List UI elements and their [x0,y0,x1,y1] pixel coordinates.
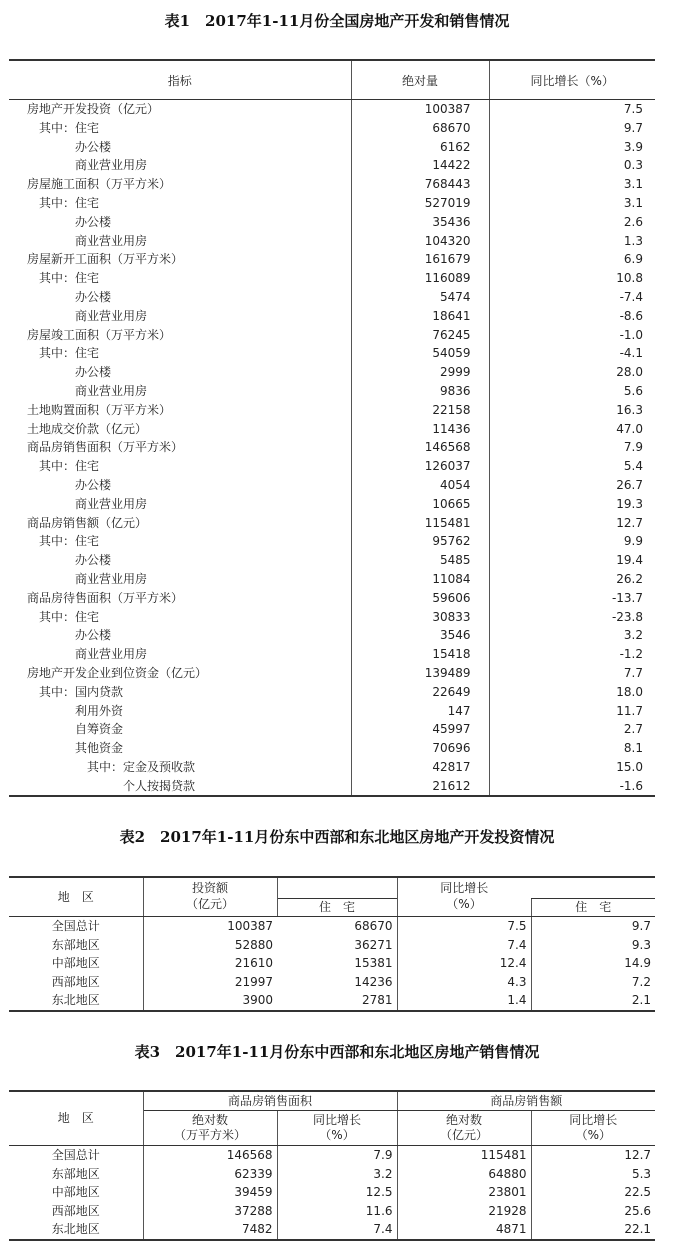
absolute-value: 22649 [351,683,489,702]
area-absolute-line1: 绝对数 [191,1113,228,1127]
amount-growth-header [531,1111,655,1146]
absolute-value: 6162 [351,138,489,157]
table-row [9,973,655,992]
absolute-value: 146568 [351,438,489,457]
area-absolute-header [143,1111,277,1146]
table-row [9,739,655,758]
region-name: 东北地区 [9,991,143,1011]
indicator-label: 办公楼 [9,551,351,570]
sales-area-value: 146568 [143,1146,277,1165]
growth-value: 19.3 [616,496,643,511]
growth-value: -1.0 [619,327,643,342]
indicator-header: 指标 [9,60,351,100]
region-name: 东北地区 [9,1220,143,1240]
table-row [9,232,655,251]
indicator-label: 商业营业用房 [9,382,351,401]
indicator-label: 其中：定金及预收款 [9,758,351,777]
sales-amount-growth-value: 22.1 [624,1222,652,1237]
indicator-label: 商业营业用房 [9,570,351,589]
sales-amount-value: 115481 [397,1146,531,1165]
growth-value: 6.9 [623,252,643,267]
regional-sales-table [9,1090,655,1241]
regional-investment-table [9,876,655,1012]
sales-area-value: 62339 [143,1165,277,1184]
absolute-value: 59606 [351,589,489,608]
growth-value: -1.6 [619,778,643,793]
investment-value: 100387 [227,919,273,933]
investment-residential-value: 15381 [277,954,397,973]
indicator-label: 办公楼 [9,213,351,232]
growth-value: 3.2 [623,628,643,643]
growth-value: -7.4 [619,289,643,304]
table-row [9,288,655,307]
growth-value: 3.1 [623,195,643,210]
growth-value: 8.1 [623,741,643,756]
investment-residential-value: 14236 [277,973,397,992]
indicator-label: 房地产开发企业到位资金（亿元） [9,664,351,683]
growth-value: 7.5 [397,917,531,936]
indicator-label: 其中：国内贷款 [9,683,351,702]
sales-amount-value: 64880 [397,1165,531,1184]
amount-growth-line2: （%） [575,1128,611,1142]
indicator-label: 商品房销售面积（万平方米） [9,438,351,457]
table-row [9,476,655,495]
indicator-label: 商业营业用房 [9,307,351,326]
growth-header-spacer [531,877,655,898]
table-row [9,551,655,570]
growth-value: 7.9 [623,440,643,455]
investment-residential-header: 住 宅 [277,898,397,917]
table-row [9,991,655,1011]
indicator-label: 办公楼 [9,476,351,495]
sales-area-value: 39459 [143,1183,277,1202]
growth-value: 12.7 [616,515,643,530]
indicator-label: 房屋竣工面积（万平方米） [9,326,351,345]
growth-residential-value: 14.9 [624,956,651,971]
growth-value: 26.2 [616,571,643,586]
investment-value: 21997 [234,974,273,989]
table3-body [9,1146,655,1240]
table-row [9,100,655,119]
sales-area-growth-value: 7.4 [277,1220,397,1240]
absolute-value: 115481 [351,514,489,533]
indicator-label: 其中：住宅 [9,457,351,476]
table-row [9,514,655,533]
sales-area-growth-value: 7.9 [277,1146,397,1165]
area-growth-line2: （%） [319,1128,355,1142]
table-row [9,382,655,401]
growth-header-line1: 同比增长 [440,880,489,895]
growth-value: 28.0 [616,365,643,380]
sales-amount-group-header: 商品房销售额 [397,1091,655,1111]
table2-title: 表2 2017年1-11月份东中西部和东北地区房地产开发投资情况 [119,828,555,846]
sales-amount-value: 4871 [397,1220,531,1240]
growth-value: 15.0 [616,759,643,774]
table-row [9,758,655,777]
growth-value: 12.4 [397,954,531,973]
investment-value: 52880 [234,937,273,952]
growth-value: 1.3 [623,233,643,248]
investment-header [143,877,277,898]
growth-value: 9.9 [623,534,643,549]
indicator-label: 其中：住宅 [9,344,351,363]
absolute-value: 45997 [351,720,489,739]
growth-value: 7.4 [397,936,531,955]
absolute-value: 30833 [351,608,489,627]
growth-value: 1.4 [397,991,531,1011]
indicator-label: 办公楼 [9,288,351,307]
table-row [9,138,655,157]
absolute-value: 10665 [351,495,489,514]
investment-residential-value: 68670 [277,917,397,936]
growth-value: 2.7 [623,722,643,737]
indicator-label: 商业营业用房 [9,232,351,251]
growth-value: 26.7 [616,477,643,492]
region-name: 西部地区 [9,973,143,992]
table-row [9,326,655,345]
indicator-label: 房屋施工面积（万平方米） [9,175,351,194]
growth-residential-value: 9.7 [631,919,651,933]
growth-value: 19.4 [616,553,643,568]
indicator-label: 商业营业用房 [9,645,351,664]
indicator-label: 其他资金 [9,739,351,758]
growth-residential-value: 9.3 [631,937,651,952]
table1-body [9,100,655,797]
absolute-value: 2999 [351,363,489,382]
table-row [9,532,655,551]
absolute-value: 4054 [351,476,489,495]
table2-body [9,917,655,1011]
table-row [9,1165,655,1184]
growth-value: 7.5 [623,102,643,116]
absolute-value: 139489 [351,664,489,683]
growth-residential-header: 住 宅 [531,898,655,917]
absolute-value: 68670 [351,119,489,138]
region-name: 中部地区 [9,954,143,973]
growth-value: -23.8 [611,609,643,624]
indicator-label: 利用外资 [9,702,351,721]
table-row [9,608,655,627]
table-row [9,438,655,457]
region-name: 西部地区 [9,1202,143,1221]
growth-unit-header: （%） [397,898,531,917]
investment-residential-value: 2781 [277,991,397,1011]
sales-amount-value: 23801 [397,1183,531,1202]
indicator-label: 自筹资金 [9,720,351,739]
table-row [9,720,655,739]
absolute-value: 5474 [351,288,489,307]
sales-area-growth-value: 3.2 [277,1165,397,1184]
sales-area-group-header: 商品房销售面积 [143,1091,397,1111]
absolute-value: 42817 [351,758,489,777]
absolute-value: 70696 [351,739,489,758]
growth-header: 同比增长（%） [489,60,655,100]
investment-unit-header: （亿元） [143,898,277,917]
growth-value: 11.7 [616,703,643,718]
table1-title: 表1 2017年1-11月份全国房地产开发和销售情况 [164,12,510,30]
table-row [9,777,655,797]
table-row [9,1146,655,1165]
table-row [9,175,655,194]
indicator-label: 商品房销售额（亿元） [9,514,351,533]
table-row [9,683,655,702]
absolute-value: 9836 [351,382,489,401]
table-row [9,401,655,420]
region-name: 全国总计 [9,917,143,936]
growth-value: 7.7 [623,665,643,680]
table-row [9,917,655,936]
sales-area-growth-value: 12.5 [277,1183,397,1202]
table-row [9,626,655,645]
indicator-label: 其中：住宅 [9,119,351,138]
absolute-value: 22158 [351,401,489,420]
growth-value: 3.1 [623,177,643,192]
region-name: 东部地区 [9,936,143,955]
indicator-label: 房地产开发投资（亿元） [9,100,351,119]
absolute-value: 95762 [351,532,489,551]
indicator-label: 商品房待售面积（万平方米） [9,589,351,608]
table-row [9,495,655,514]
absolute-value: 11084 [351,570,489,589]
absolute-header: 绝对量 [351,60,489,100]
amount-absolute-line1: 绝对数 [446,1113,483,1127]
growth-value: 0.3 [623,158,643,173]
sales-amount-growth-value: 22.5 [624,1185,652,1200]
sales-amount-growth-value: 25.6 [624,1203,652,1218]
table-row [9,269,655,288]
sales-amount-value: 21928 [397,1202,531,1221]
absolute-value: 147 [351,702,489,721]
growth-value: 10.8 [616,271,643,286]
table-row [9,702,655,721]
growth-value: 5.6 [623,383,643,398]
table-row [9,307,655,326]
region-header: 地 区 [9,1091,143,1146]
table-row [9,1220,655,1240]
sales-amount-growth-value: 12.7 [624,1148,652,1162]
indicator-label: 土地购置面积（万平方米） [9,401,351,420]
amount-absolute-line2: （亿元） [440,1128,489,1142]
absolute-value: 116089 [351,269,489,288]
table-row [9,457,655,476]
sales-area-value: 7482 [143,1220,277,1240]
indicator-label: 商业营业用房 [9,156,351,175]
indicator-label: 商业营业用房 [9,495,351,514]
region-name: 全国总计 [9,1146,143,1165]
indicator-label: 办公楼 [9,626,351,645]
table-row [9,213,655,232]
amount-growth-line1: 同比增长 [569,1113,618,1127]
indicator-label: 其中：住宅 [9,608,351,627]
absolute-value: 15418 [351,645,489,664]
sales-area-value: 37288 [143,1202,277,1221]
amount-absolute-header [397,1111,531,1146]
area-growth-line1: 同比增长 [313,1113,362,1127]
area-growth-header [277,1111,397,1146]
sales-amount-growth-value: 5.3 [631,1166,652,1181]
growth-value: -4.1 [619,346,643,361]
table-row [9,936,655,955]
absolute-value: 3546 [351,626,489,645]
absolute-value: 18641 [351,307,489,326]
growth-value: 9.7 [623,120,643,135]
table-row [9,645,655,664]
absolute-value: 527019 [351,194,489,213]
absolute-value: 768443 [351,175,489,194]
absolute-value: 21612 [351,777,489,797]
absolute-value: 104320 [351,232,489,251]
table-row [9,420,655,439]
growth-value: 2.6 [623,214,643,229]
table-row [9,570,655,589]
investment-value: 21610 [234,956,273,971]
indicator-label: 房屋新开工面积（万平方米） [9,250,351,269]
table-row [9,954,655,973]
growth-value: 47.0 [616,421,643,436]
growth-value: -1.2 [619,647,643,662]
investment-value: 3900 [242,993,273,1008]
investment-header-line1: 投资额 [191,880,228,895]
indicator-label: 土地成交价款（亿元） [9,420,351,439]
absolute-value: 11436 [351,420,489,439]
table-row [9,1183,655,1202]
table-row [9,156,655,175]
absolute-value: 14422 [351,156,489,175]
absolute-value: 5485 [351,551,489,570]
table-row [9,1202,655,1221]
area-absolute-line2: （万平方米） [173,1128,246,1142]
growth-residential-value: 2.1 [631,993,651,1008]
sales-area-growth-value: 11.6 [277,1202,397,1221]
table-row [9,344,655,363]
region-header: 地 区 [9,877,143,917]
growth-value: 18.0 [616,684,643,699]
absolute-value: 161679 [351,250,489,269]
indicator-label: 其中：住宅 [9,194,351,213]
table-row [9,363,655,382]
growth-value: -8.6 [619,308,643,323]
region-name: 中部地区 [9,1183,143,1202]
table-row [9,664,655,683]
growth-value: 4.3 [397,973,531,992]
growth-header [397,877,531,898]
indicator-label: 个人按揭贷款 [9,777,351,797]
growth-value: -13.7 [611,590,643,605]
indicator-label: 其中：住宅 [9,532,351,551]
table3-title: 表3 2017年1-11月份东中西部和东北地区房地产销售情况 [134,1043,540,1061]
national-development-sales-table [9,59,655,797]
table-row [9,250,655,269]
absolute-value: 76245 [351,326,489,345]
indicator-label: 其中：住宅 [9,269,351,288]
table-row [9,194,655,213]
growth-value: 5.4 [623,459,643,474]
investment-header-spacer [277,877,397,898]
table-row [9,119,655,138]
region-name: 东部地区 [9,1165,143,1184]
absolute-value: 100387 [351,100,489,119]
growth-value: 16.3 [616,402,643,417]
investment-residential-value: 36271 [277,936,397,955]
absolute-value: 35436 [351,213,489,232]
table-row [9,589,655,608]
absolute-value: 126037 [351,457,489,476]
indicator-label: 办公楼 [9,363,351,382]
absolute-value: 54059 [351,344,489,363]
growth-residential-value: 7.2 [631,974,651,989]
growth-value: 3.9 [623,139,643,154]
indicator-label: 办公楼 [9,138,351,157]
